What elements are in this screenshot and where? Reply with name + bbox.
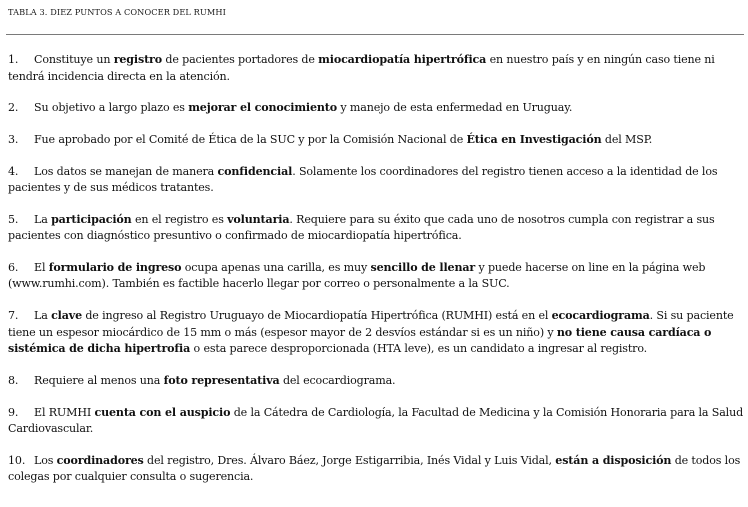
emphasis-text: mejorar el conocimiento — [188, 101, 338, 115]
item-text: La — [34, 212, 52, 226]
item-text: Los — [34, 453, 57, 467]
item-number: 3. — [8, 132, 19, 146]
item-text: Los datos se manejan de manera — [34, 164, 218, 178]
emphasis-text: están a disposición — [555, 453, 672, 467]
emphasis-text: foto representativa — [163, 373, 280, 387]
item-text: . Requiere para su éxito que cada uno de nosotros cumpla con registrar a sus pacientes con diagnóstico presuntivo o confirmado de miocardiopatía hipertrófica. — [8, 212, 715, 243]
item-text: y puede hacerse on line en la página web (www.rumhi.com). También es factible hacerlo llegar por correo o personalmente a la SUC. — [8, 260, 706, 291]
item-number: 6. — [8, 260, 19, 274]
item-text: de ingreso al Registro Uruguayo de Miocardiopatía Hipertrófica (RUMHI) está en el — [81, 309, 552, 323]
emphasis-text: Ética en Investigación — [466, 132, 602, 146]
item-text: de pacientes portadores de — [162, 53, 319, 66]
list-item — [8, 52, 744, 85]
item-text: ocupa apenas una carilla, es muy — [181, 260, 371, 274]
item-number: 10. — [8, 453, 26, 467]
item-number: 9. — [8, 405, 19, 419]
list-item — [8, 260, 744, 293]
emphasis-text: no tiene causa cardíaca o sistémica de dicha hipertrofia — [8, 325, 712, 356]
item-text: del ecocardiograma. — [279, 373, 396, 387]
list-item — [8, 405, 744, 438]
emphasis-text: miocardiopatía hipertrófica — [318, 53, 487, 66]
item-text: Su objetivo a largo plazo es — [34, 101, 189, 115]
title-divider — [6, 34, 744, 35]
item-number: 7. — [8, 309, 19, 323]
item-text: del MSP. — [601, 132, 653, 146]
emphasis-text: confidencial — [217, 164, 293, 178]
emphasis-text: registro — [113, 53, 162, 66]
item-number: 1. — [8, 53, 19, 66]
emphasis-text: participación — [51, 212, 132, 226]
list-item — [8, 373, 744, 390]
list-item — [8, 453, 744, 486]
item-text: en nuestro país y en ningún caso tiene ni tendrá incidencia directa en la atención. — [8, 53, 715, 83]
item-text: y manejo de esta enfermedad en Uruguay. — [337, 101, 573, 115]
item-text: . Solamente los coordinadores del registro tienen acceso a la identidad de los pacientes y de sus médicos tratantes. — [8, 164, 718, 195]
item-text: del registro, Dres. Álvaro Báez, Jorge Estigarribia, Inés Vidal y Luis Vidal, — [143, 453, 556, 467]
item-text: Requiere al menos una — [34, 373, 164, 387]
list-item — [8, 100, 744, 117]
table-title: TABLA 3. DIEZ PUNTOS A CONOCER DEL RUMHI — [8, 7, 226, 17]
item-number: 4. — [8, 164, 19, 178]
item-text: de todos los colegas por cualquier consulta o sugerencia. — [8, 453, 741, 484]
item-text: o esta parece desproporcionada (HTA leve), es un candidato a ingresar al registro. — [190, 342, 648, 356]
emphasis-text: ecocardiograma — [551, 309, 650, 323]
item-text: en el registro es — [131, 212, 228, 226]
item-number: 5. — [8, 212, 19, 226]
emphasis-text: sencillo de llenar — [370, 260, 476, 274]
item-number: 8. — [8, 373, 19, 387]
item-text: La — [34, 309, 52, 323]
item-text: de la Cátedra de Cardiología, la Facultad de Medicina y la Comisión Honoraria para la Salud Cardiovascular. — [8, 405, 744, 435]
item-text: . Si su paciente tiene un espesor miocárdico de 15 mm o más (espesor mayor de 2 desvíos estándar si es un niño) y — [8, 309, 734, 339]
item-text: El RUMHI — [34, 405, 95, 419]
emphasis-text: cuenta con el auspicio — [94, 405, 231, 419]
emphasis-text: voluntaria — [227, 212, 290, 226]
item-number: 2. — [8, 101, 19, 115]
emphasis-text: clave — [51, 309, 82, 323]
list-item — [8, 164, 744, 197]
item-text: El — [34, 260, 49, 274]
list-item — [8, 212, 744, 245]
list-item — [8, 132, 744, 149]
points-list — [8, 52, 744, 501]
item-text: Constituye un — [34, 53, 114, 66]
emphasis-text: formulario de ingreso — [48, 260, 182, 274]
item-text: Fue aprobado por el Comité de Ética de la SUC y por la Comisión Nacional de — [34, 132, 467, 146]
emphasis-text: coordinadores — [56, 453, 144, 467]
list-item — [8, 308, 744, 358]
